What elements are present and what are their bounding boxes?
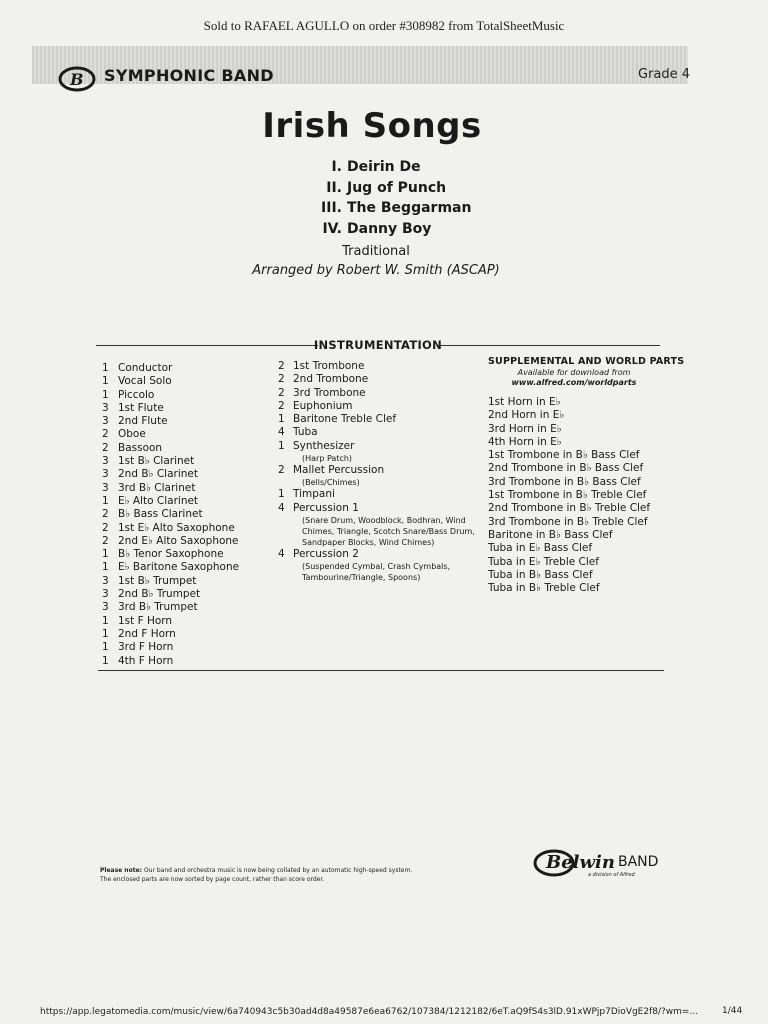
instrument-note: (Harp Patch) — [302, 454, 353, 464]
supplemental-item: 2nd Horn in E♭ — [488, 409, 565, 422]
instrument-name: Percussion 1 — [293, 501, 359, 514]
instrument-note: (Suspended Cymbal, Crash Cymbals, Tambourine/Triangle, Spoons) — [302, 562, 451, 583]
instrument-row — [278, 464, 484, 488]
instrument-name: 2nd E♭ Alto Saxophone — [118, 534, 239, 547]
instrument-quantity: 4 — [278, 547, 285, 560]
instrument-row — [278, 360, 484, 373]
instrument-quantity: 2 — [102, 508, 109, 521]
instrument-quantity: 3 — [102, 481, 109, 494]
instrument-name: 1st Flute — [118, 401, 164, 414]
instrument-quantity: 2 — [102, 441, 109, 454]
instrument-quantity: 1 — [102, 362, 109, 374]
instrument-name: 3rd F Horn — [118, 641, 174, 654]
instrument-quantity: 3 — [102, 455, 109, 468]
supplemental-item: 3rd Horn in E♭ — [488, 422, 562, 435]
instrument-name: 1st B♭ Clarinet — [118, 455, 195, 468]
instrument-quantity: 2 — [278, 399, 285, 412]
movement-item: IV. Danny Boy — [322, 220, 432, 237]
publisher-band: BAND — [618, 854, 659, 870]
instrument-quantity: 3 — [102, 401, 109, 414]
instrument-name: Tuba — [293, 426, 318, 439]
supplemental-item: 1st Horn in E♭ — [488, 396, 561, 408]
instrument-name: 2nd F Horn — [118, 627, 176, 640]
supplemental-item: 4th Horn in E♭ — [488, 435, 562, 448]
instrument-quantity: 2 — [278, 360, 285, 372]
download-url: www.alfred.com/worldparts — [511, 378, 637, 387]
supplemental-item: 3rd Trombone in B♭ Bass Clef — [488, 475, 641, 488]
movement-item: II. Jug of Punch — [326, 179, 447, 196]
instrument-name: Mallet Percussion — [293, 464, 385, 477]
supplemental-item: Baritone in B♭ Bass Clef — [488, 528, 613, 541]
instrument-name: B♭ Bass Clarinet — [118, 508, 203, 521]
instrument-name: 2nd B♭ Trumpet — [118, 588, 201, 601]
instrument-row — [278, 413, 484, 426]
movement-item: I. Deirin De — [331, 159, 421, 175]
instrument-quantity: 1 — [102, 375, 109, 388]
supplemental-item: Tuba in B♭ Bass Clef — [488, 568, 593, 581]
instrument-name: Bassoon — [118, 441, 163, 454]
instrument-name: 1st B♭ Trumpet — [118, 574, 197, 587]
supplemental-item: Tuba in E♭ Bass Clef — [488, 542, 593, 555]
supplemental-item: 2nd Trombone in B♭ Treble Clef — [488, 502, 651, 515]
instrument-name: E♭ Alto Clarinet — [118, 494, 199, 507]
instrument-quantity: 4 — [278, 501, 285, 514]
instrument-quantity: 2 — [278, 386, 285, 399]
instrument-name: Vocal Solo — [118, 375, 172, 388]
instrumentation-column-2 — [278, 360, 484, 583]
grade-label: Grade 4 — [638, 67, 691, 82]
instrument-name: 2nd Trombone — [293, 373, 369, 386]
instrument-quantity: 1 — [102, 641, 109, 654]
instrument-quantity: 3 — [102, 588, 109, 601]
instrument-quantity: 1 — [102, 548, 109, 561]
instrument-quantity: 3 — [102, 468, 109, 481]
divider — [98, 670, 664, 671]
instrument-quantity: 2 — [102, 428, 109, 441]
instrument-quantity: 1 — [278, 413, 285, 426]
supplemental-item: 1st Trombone in B♭ Treble Clef — [488, 489, 647, 502]
instrument-quantity: 2 — [278, 373, 285, 386]
instrument-name: 2nd Flute — [118, 415, 168, 428]
instrument-name: Piccolo — [118, 388, 155, 401]
instrument-quantity: 1 — [102, 627, 109, 640]
instrument-name: 3rd B♭ Clarinet — [118, 481, 196, 494]
supplemental-item: Tuba in E♭ Treble Clef — [488, 555, 599, 568]
instrument-quantity: 1 — [102, 614, 109, 627]
instrument-quantity: 2 — [102, 521, 109, 534]
sold-to-line: Sold to RAFAEL AGULLO on order #308982 from TotalSheetMusic — [203, 18, 565, 33]
instrument-note: (Bells/Chimes) — [302, 478, 360, 488]
divider — [438, 345, 660, 346]
instrument-row — [278, 387, 484, 400]
instrument-row — [278, 502, 484, 548]
instrument-name: Timpani — [293, 488, 335, 501]
instrument-name: Baritone Treble Clef — [293, 413, 397, 426]
arranger-credit: Arranged by Robert W. Smith (ASCAP) — [252, 263, 500, 278]
belwin-b-logo-icon — [58, 66, 98, 92]
instrument-name: 4th F Horn — [118, 654, 174, 667]
publisher-subline: a division of Alfred — [588, 872, 635, 878]
instrument-quantity: 1 — [102, 388, 109, 401]
instrument-note: (Snare Drum, Woodblock, Bodhran, Wind Chimes, Triangle, Scotch Snare/Bass Drum, Sandpaper Blocks, Wind Chimes) — [302, 515, 475, 547]
download-note: Available for download from — [517, 368, 631, 377]
instrument-quantity: 1 — [102, 494, 109, 507]
page-url: https://app.legatomedia.com/music/view/6a740943c5b30ad4d8a49587e6ea6762/107384/1212182/6eT.aQ9fS4s3lD.91xWPjp7DioVgE2f8/?wm=... — [40, 1007, 699, 1017]
instrument-name: 2nd B♭ Clarinet — [118, 468, 198, 481]
instrument-quantity: 2 — [102, 534, 109, 547]
supplemental-item: 2nd Trombone in B♭ Bass Clef — [488, 462, 644, 475]
instrument-quantity: 3 — [102, 601, 109, 614]
movement-list — [306, 157, 471, 239]
page-counter: 1/44 — [722, 1006, 743, 1016]
supplemental-list — [488, 396, 668, 595]
supplemental-item: Tuba in B♭ Treble Clef — [488, 582, 600, 595]
instrument-row — [278, 548, 484, 583]
instrument-row — [278, 373, 484, 386]
instrument-name: 1st E♭ Alto Saxophone — [118, 521, 235, 534]
instrumentation-heading: INSTRUMENTATION — [313, 338, 443, 352]
publisher-name: Belwin — [546, 852, 615, 873]
instrument-quantity: 1 — [102, 561, 109, 574]
instrument-quantity: 3 — [102, 415, 109, 428]
instrument-name: 1st F Horn — [118, 614, 173, 627]
collation-note: Please note: Our band and orchestra music is now being collated by an automatic high-speed system. The enclosed parts are now sorted by page count, rather than score order. — [100, 867, 413, 883]
composer-credit: Traditional — [342, 244, 410, 259]
instrument-quantity: 1 — [278, 439, 285, 452]
instrument-name: 3rd Trombone — [293, 386, 366, 399]
instrument-name: Synthesizer — [293, 439, 355, 452]
instrument-name: 3rd B♭ Trumpet — [118, 601, 198, 614]
instrument-name: Euphonium — [293, 399, 353, 412]
supplemental-item: 1st Trombone in B♭ Bass Clef — [488, 449, 640, 462]
instrument-name: Oboe — [118, 428, 146, 441]
instrument-row — [278, 400, 484, 413]
instrument-quantity: 2 — [278, 464, 285, 477]
supplemental-heading: SUPPLEMENTAL AND WORLD PARTS — [488, 356, 685, 367]
movement-item: III. The Beggarman — [321, 200, 472, 216]
instrument-name: Percussion 2 — [293, 547, 359, 560]
instrument-quantity: 4 — [278, 426, 285, 439]
instrument-name: Conductor — [118, 362, 173, 374]
instrument-name: B♭ Tenor Saxophone — [118, 548, 224, 561]
instrument-name: E♭ Baritone Saxophone — [118, 561, 240, 574]
instrument-quantity: 3 — [102, 574, 109, 587]
instrument-quantity: 1 — [278, 488, 285, 501]
instrument-name: 1st Trombone — [293, 360, 365, 372]
instrument-quantity: 1 — [102, 654, 109, 667]
instrument-row — [278, 426, 484, 439]
instrument-row — [278, 488, 484, 501]
supplemental-item: 3rd Trombone in B♭ Treble Clef — [488, 515, 648, 528]
supplemental-parts — [488, 356, 685, 595]
piece-title: Irish Songs — [262, 106, 482, 146]
series-title: SYMPHONIC BAND — [104, 66, 274, 85]
svg-text:B: B — [70, 70, 84, 89]
instrument-row — [278, 440, 484, 464]
